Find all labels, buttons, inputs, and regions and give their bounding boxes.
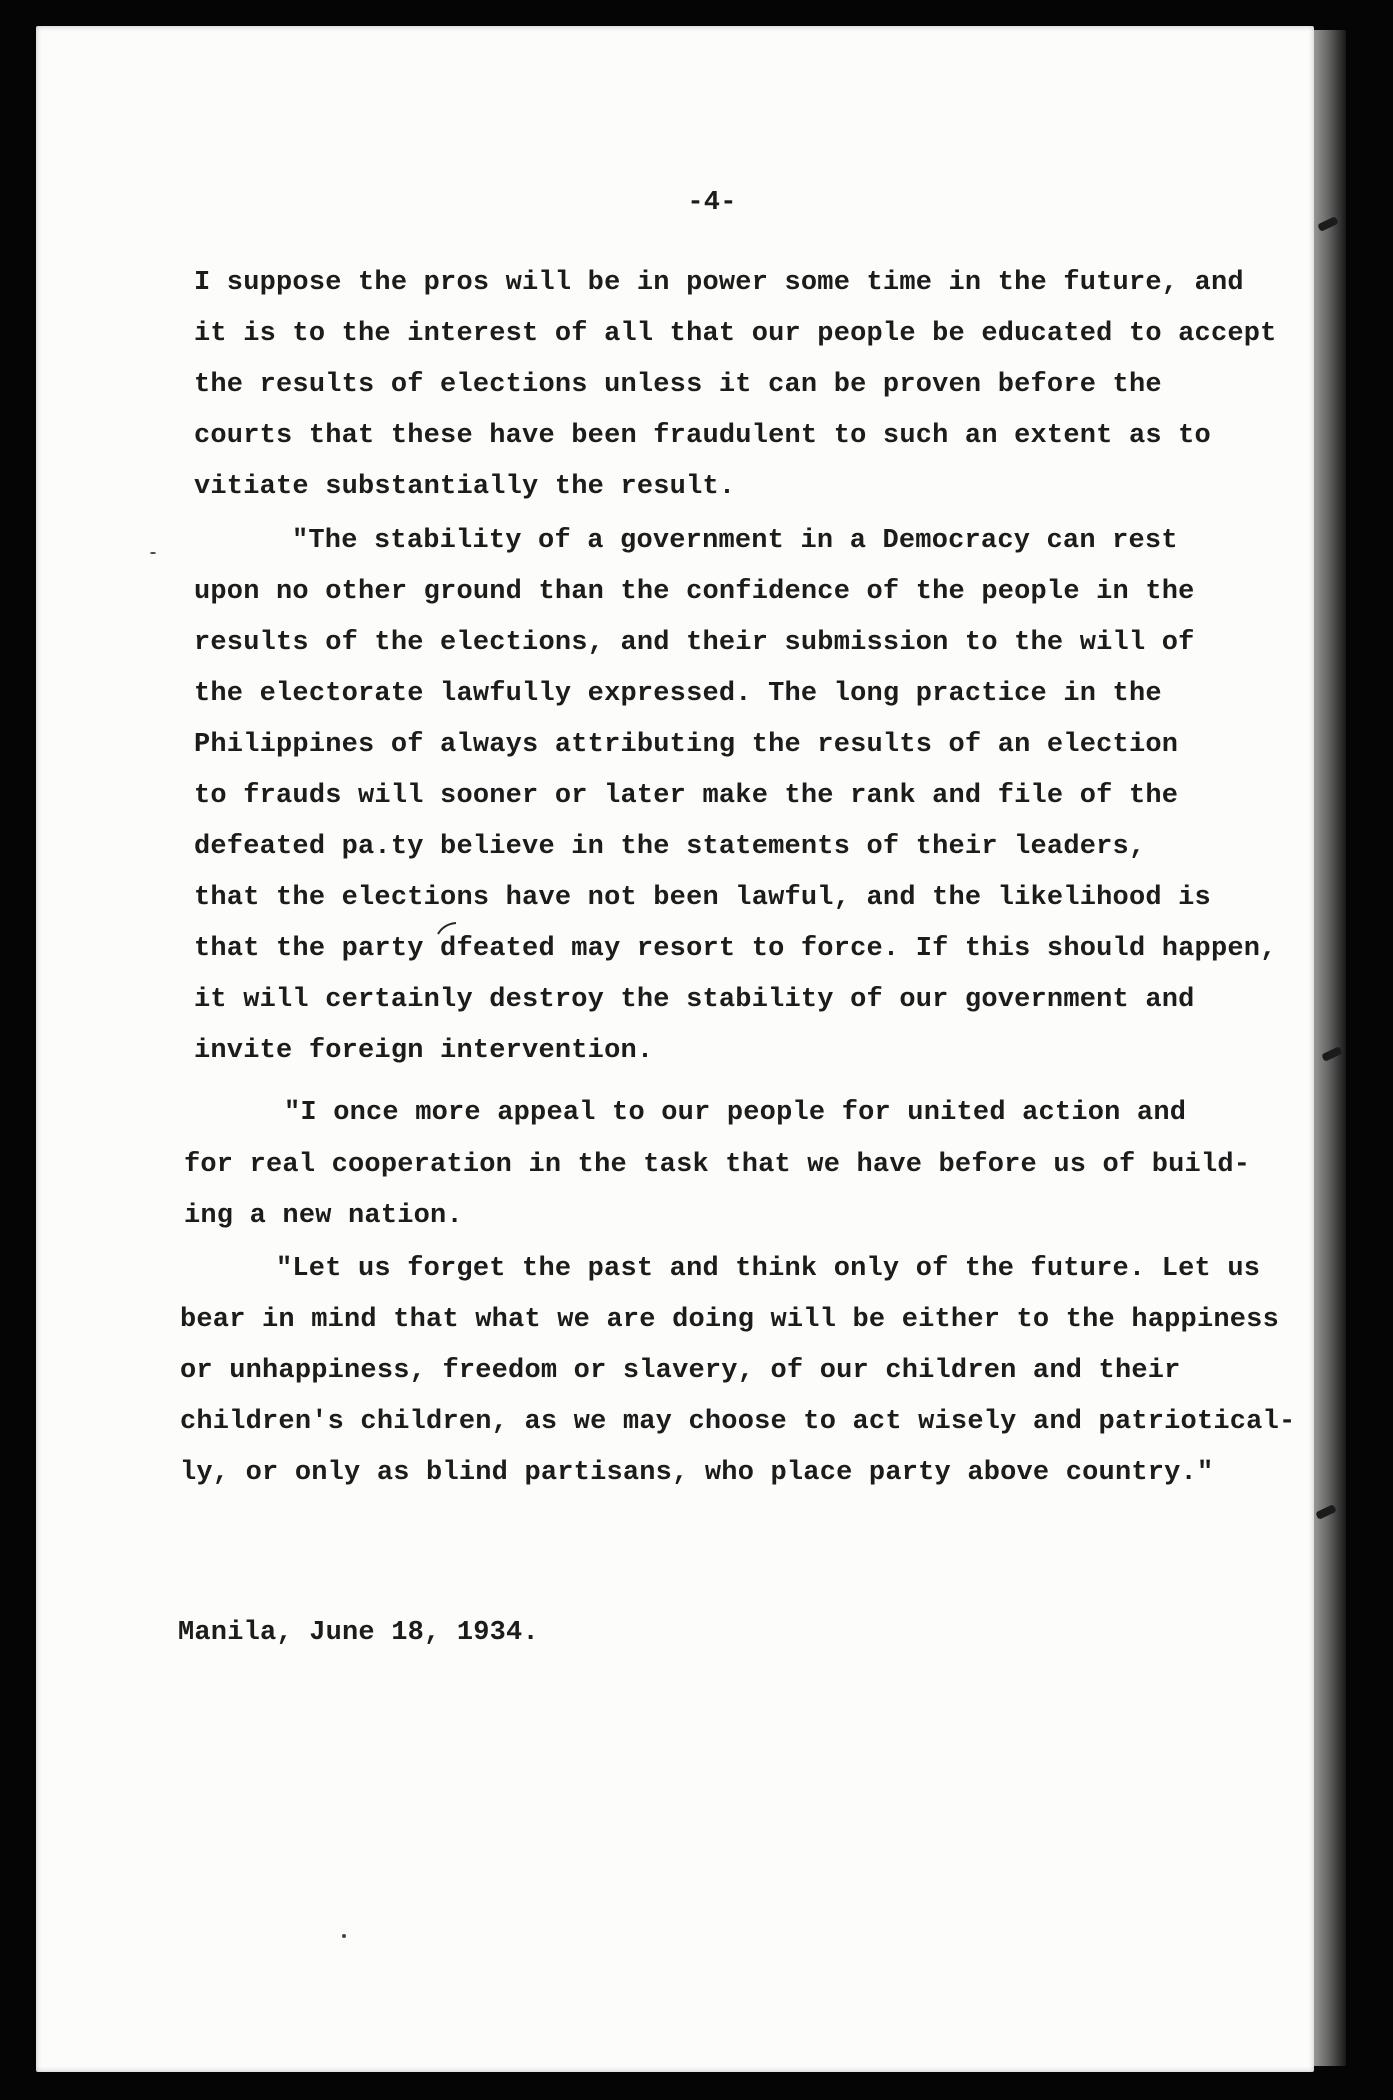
text-line: children's children, as we may choose to act wisely and patriotical- <box>180 1407 1296 1437</box>
text-line: the electorate lawfully expressed. The long practice in the <box>194 679 1162 709</box>
text-line: that the elections have not been lawful, and the likelihood is <box>194 883 1211 913</box>
text-line: for real cooperation in the task that we have before us of build- <box>184 1150 1251 1180</box>
text-line: invite foreign intervention. <box>194 1036 654 1066</box>
text-line: courts that these have been fraudulent to such an extent as to <box>194 421 1211 451</box>
text-line: the results of elections unless it can be proven before the <box>194 370 1162 400</box>
paper-speck <box>150 552 156 554</box>
text-line: it will certainly destroy the stability of our government and <box>194 985 1195 1015</box>
text-line: Philippines of always attributing the results of an election <box>194 730 1179 760</box>
text-line: to frauds will sooner or later make the rank and file of the <box>194 781 1179 811</box>
text-line: results of the elections, and their submission to the will of <box>194 628 1195 658</box>
page-number: -4- <box>687 188 737 218</box>
text-line: defeated pa.ty believe in the statements of their leaders, <box>194 832 1146 862</box>
text-line: ing a new nation. <box>184 1201 463 1231</box>
text-line: "The stability of a government in a Democracy can rest <box>292 526 1178 556</box>
text-line: bear in mind that what we are doing will be either to the happiness <box>180 1305 1279 1335</box>
text-line: or unhappiness, freedom or slavery, of our children and their <box>180 1356 1181 1386</box>
text-line: it is to the interest of all that our people be educated to accept <box>194 319 1277 349</box>
text-line: "Let us forget the past and think only of the future. Let us <box>276 1254 1261 1284</box>
text-line: ly, or only as blind partisans, who place party above country." <box>180 1458 1214 1488</box>
text-line: "I once more appeal to our people for united action and <box>284 1098 1187 1128</box>
text-line: upon no other ground than the confidence of the people in the <box>194 577 1195 607</box>
text-line: vitiate substantially the result. <box>194 472 736 502</box>
handwritten-correction-mark <box>436 922 458 936</box>
text-line: that the party dfeated may resort to force. If this should happen, <box>194 934 1277 964</box>
paper-speck <box>342 1934 346 1938</box>
dateline: Manila, June 18, 1934. <box>178 1618 539 1648</box>
text-line: I suppose the pros will be in power some time in the future, and <box>194 268 1244 298</box>
